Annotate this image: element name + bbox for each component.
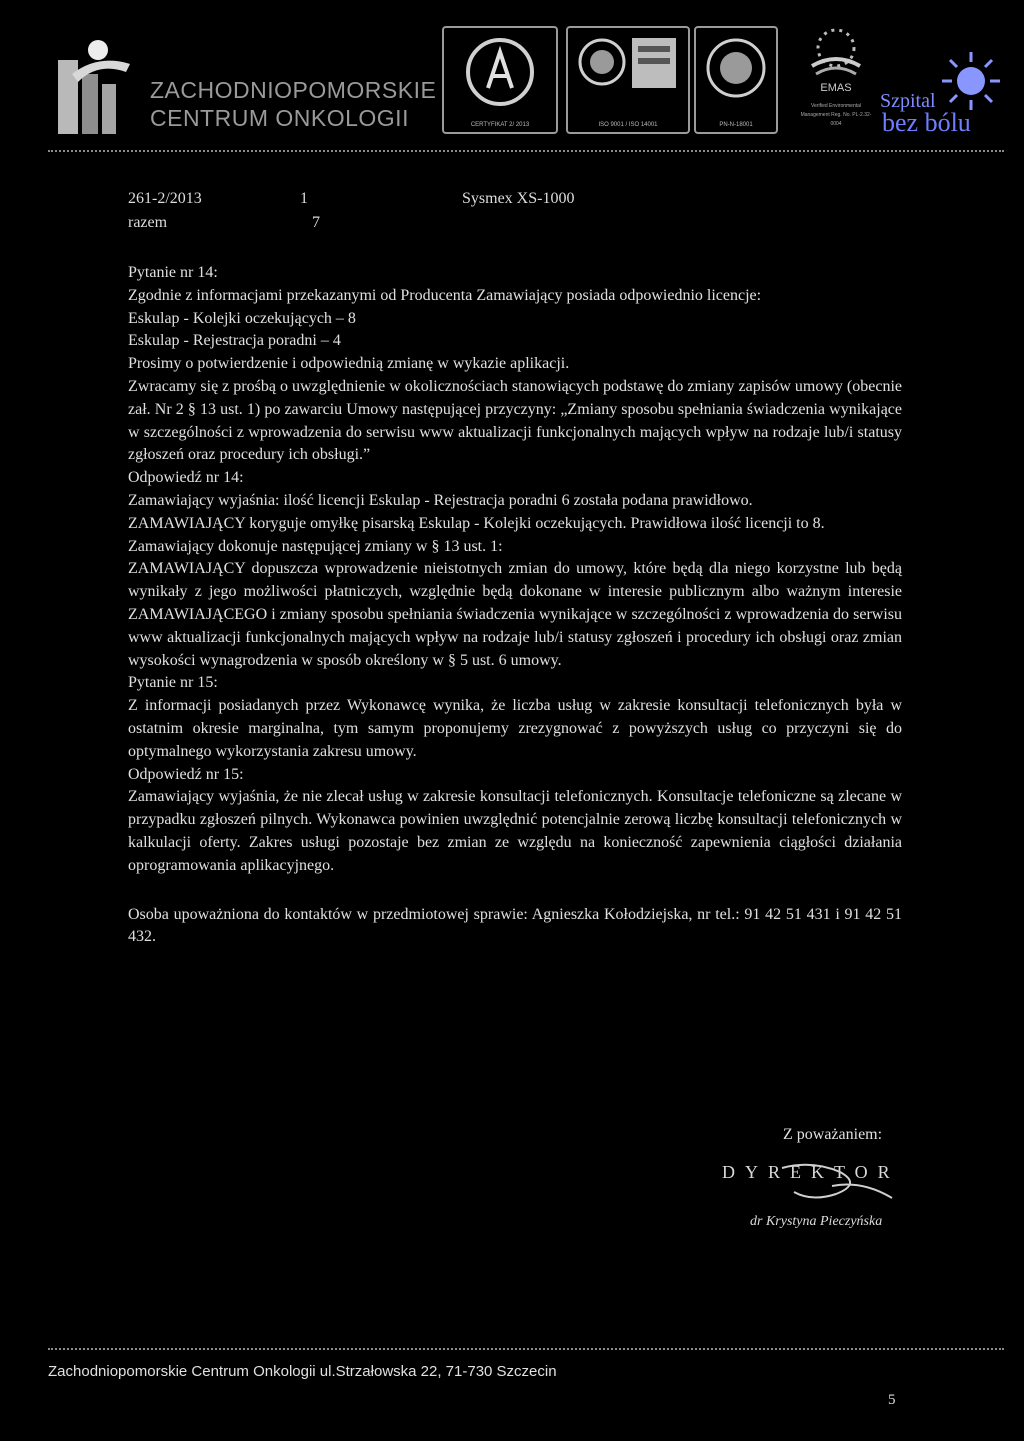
letterhead: [0, 0, 1024, 150]
contact-paragraph: Osoba upoważniona do kontaktów w przedmiotowej sprawie: Agnieszka Kołodziejska, nr tel.: 91 42 51 431 i 91 42 51 432.: [128, 905, 902, 946]
paragraph: Zamawiający dokonuje następującej zmiany w § 13 ust. 1:: [128, 537, 503, 555]
zco-logo-icon: [52, 30, 144, 138]
iso-seal-icon: [568, 28, 688, 114]
spbl-line-2: bez bólu: [882, 108, 971, 137]
emas-subtitle: Verified Environmental Management Reg. No. PL-2.32-0004: [800, 103, 872, 127]
paragraph: Zgodnie z informacjami przekazanymi od Producenta Zamawiający posiada odpowiednio licencje:: [128, 286, 762, 304]
iso-certificate-badge: [566, 26, 690, 134]
paragraph: Zwracamy się z prośbą o uwzględnienie w okolicznościach stanowiących podstawę do zmiany zapisów umowy (obecnie zał. Nr 2 § 13 ust. 1) po zawarciu Umowy następującej przyczyny: „Zmiany sposobu spełniania świadczenia wynikające w szczególności z wprowadzenia do serwisu www aktualizacji funkcjonalnych mających wpływ na rodzaje lub/i statusy zgłoszeń oraz procedury ich obsługi.”: [128, 377, 902, 464]
sun-icon: [940, 50, 1002, 112]
question-15-heading: Pytanie nr 15:: [128, 674, 218, 692]
footer-address: Zachodniopomorskie Centrum Onkologii ul.Strzałowska 22, 71-730 Szczecin: [48, 1363, 557, 1380]
emas-title: EMAS: [820, 82, 852, 94]
closing-greeting: Z poważaniem:: [783, 1126, 883, 1143]
signer-name: dr Krystyna Pieczyńska: [750, 1214, 883, 1229]
quality-a-icon: [444, 28, 556, 114]
spbl-line-1: Szpital: [880, 90, 936, 112]
page-number: 5: [888, 1392, 896, 1408]
ref-total-label: razem: [128, 214, 168, 231]
hospital-without-pain-logo: [876, 50, 1006, 140]
pn-seal-icon: [696, 28, 776, 114]
answer-15-heading: Odpowiedź nr 15:: [128, 765, 244, 783]
spacer: [128, 878, 902, 904]
emas-logo: [796, 26, 876, 134]
pn-certificate-badge: [694, 26, 778, 134]
ref-total-qty: 7: [312, 214, 320, 231]
header-divider: [48, 150, 1004, 152]
ref-number: 261-2/2013: [128, 190, 202, 207]
stamp-title: DYREKTOR: [722, 1162, 900, 1182]
footer-divider: [48, 1348, 1004, 1350]
ref-item: Sysmex XS-1000: [462, 190, 575, 207]
paragraph: Zamawiający wyjaśnia, że nie zlecał usług w zakresie konsultacji telefonicznych. Konsultacje telefoniczne są zlecane w przypadku zgłoszeń pilnych. Wykonawca powinien uwzględnić potencjalnie zerową liczbę konsultacji telefonicznych w kalkulacji oferty. Zakres usługi pozostaje bez zmian ze względu na konieczność zapewnienia ciągłości działania oprogramowania aplikacyjnego.: [128, 788, 902, 874]
paragraph: ZAMAWIAJĄCY koryguje omyłkę pisarską Eskulap - Kolejki oczekujących. Prawidłowa ilość licencji to 8.: [128, 514, 825, 532]
cert-c-caption: PN-N-18001: [719, 122, 753, 128]
organization-name: [150, 76, 436, 132]
cert-b-caption: ISO 9001 / ISO 14001: [598, 122, 658, 128]
org-name-line-1: ZACHODNIOPOMORSKIE: [150, 77, 437, 103]
quality-certificate-badge: [442, 26, 558, 134]
answer-14-heading: Odpowiedź nr 14:: [128, 469, 244, 487]
ref-qty-1: 1: [300, 190, 308, 207]
paragraph: Prosimy o potwierdzenie i odpowiednią zmianę w wykazie aplikacji.: [128, 355, 570, 373]
paragraph: Zamawiający wyjaśnia: ilość licencji Eskulap - Rejestracja poradni 6 została podana prawidłowo.: [128, 491, 753, 509]
emas-stars-icon: [796, 26, 876, 82]
question-14-heading: Pytanie nr 14:: [128, 264, 218, 281]
letter-body: [128, 262, 902, 949]
org-name-line-2: CENTRUM ONKOLOGII: [150, 105, 409, 131]
cert-a-caption: CERTYFIKAT 2/ 2013: [470, 122, 530, 128]
paragraph: ZAMAWIAJĄCY dopuszcza wprowadzenie nieistotnych zmian do umowy, które będą dla niego korzystne lub będą wynikały z jego możliwości płatniczych, względnie będą dokonane w interesie publicznym albo ważnym interesie ZAMAWIAJĄCEGO i zmiany sposobu spełniania świadczenia wynikające w szczególności z wprowadzenia do serwisu www aktualizacji funkcjonalnych mających wpływ na rodzaje lub/i statusy zgłoszeń i procedury ich obsługi oraz zmian wysokości wynagrodzenia w sposób określony w § 5 ust. 6 umowy.: [128, 560, 902, 669]
paragraph: Z informacji posiadanych przez Wykonawcę wynika, że liczba usług w zakresie konsultacji telefonicznych była w ostatnim okresie marginalna, tym samym proponujemy zrezygnować z powyższych usług co przyczyni się do optymalnego wykorzystania zakresu umowy.: [128, 697, 902, 760]
paragraph: Eskulap - Rejestracja poradni – 4: [128, 332, 341, 350]
paragraph: Eskulap - Kolejki oczekujących – 8: [128, 309, 356, 327]
